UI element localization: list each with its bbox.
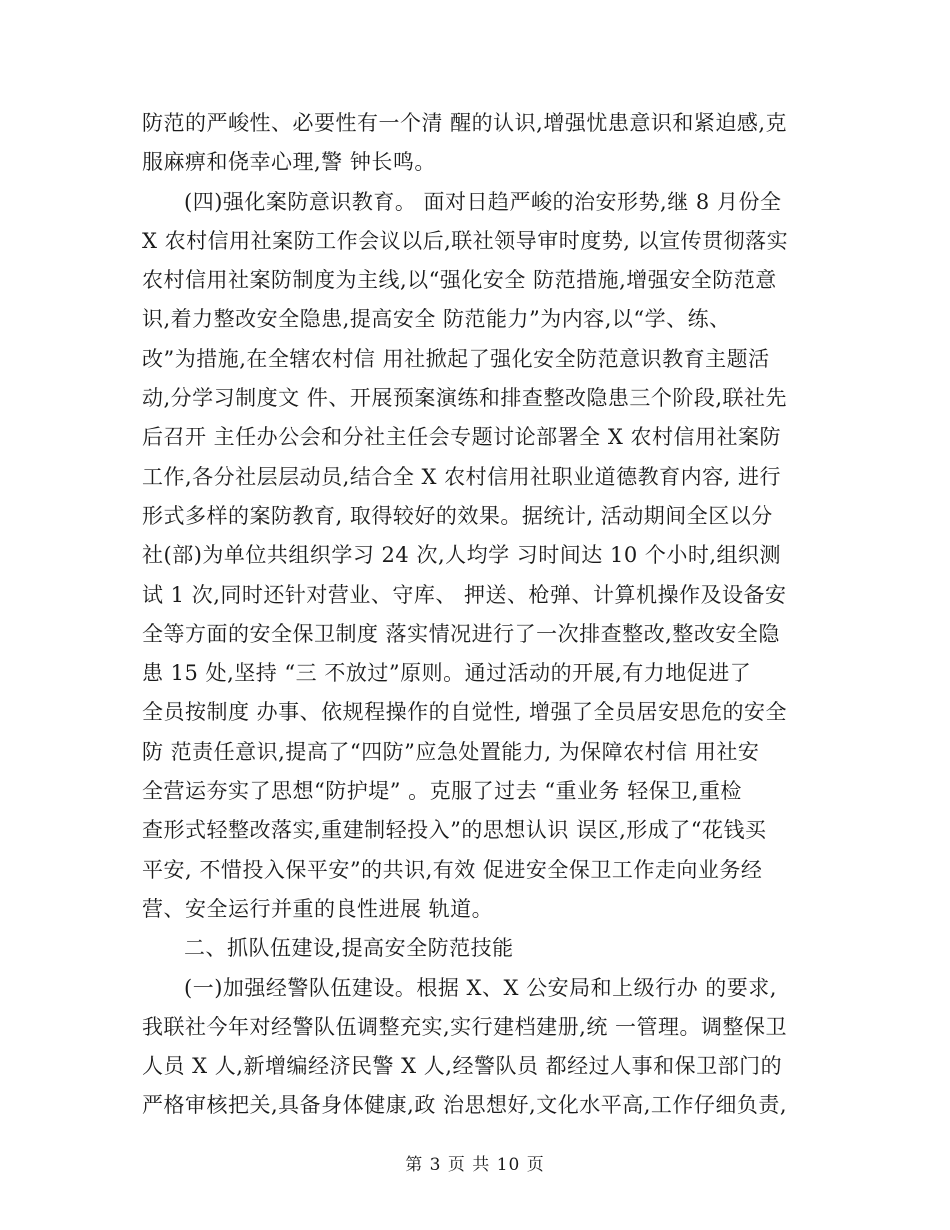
text-line: 营、安全运行并重的良性进展 轨道。 — [142, 896, 494, 921]
text-line: 防范的严峻性、必要性有一个清 醒的认识,增强忧患意识和紧迫感,克 — [142, 111, 788, 135]
text-line: 我联社今年对经警队伍调整充实,实行建档建册,统 一管理。调整保卫 — [142, 1014, 788, 1039]
text-line: 二、抓队伍建设,提高安全防范技能 — [184, 936, 514, 961]
text-line: 查形式轻整改落实,重建制轻投入”的思想认识 误区,形成了“花钱买 — [142, 818, 767, 843]
text-line: (一)加强经警队伍建设。根据 X、X 公安局和上级行办 的要求, — [184, 975, 777, 1000]
text-line: 人员 X 人,新增编经济民警 X 人,经警队员 都经过人事和保卫部门的 — [142, 1054, 783, 1079]
text-line: 患 15 处,坚持 “三 不放过”原则。通过活动的开展,有力地促进了 — [142, 661, 752, 686]
text-line: 社(部)为单位共组织学习 24 次,人均学 习时间达 10 个小时,组织测 — [142, 543, 782, 568]
text-line: 后召开 主任办公会和分社主任会专题讨论部署全 X 农村信用社案防 — [142, 425, 781, 450]
text-line: 识,着力整改安全隐患,提高安全 防范能力”为内容,以“学、练、 — [142, 307, 731, 332]
text-line: 农村信用社案防制度为主线,以“强化安全 防范措施,增强安全防范意 — [142, 268, 777, 293]
text-line: (四)强化案防意识教育。 面对日趋严峻的治安形势,继 8 月份全 — [184, 189, 782, 214]
text-line: 防 范责任意识,提高了“四防”应急处置能力, 为保障农村信 用社安 — [142, 739, 760, 764]
text-line: 全等方面的安全保卫制度 落实情况进行了一次排查整改,整改安全隐 — [142, 621, 780, 646]
text-line: 平安, 不惜投入保平安”的共识,有效 促进安全保卫工作走向业务经 — [142, 857, 763, 882]
text-line: 工作,各分社层层动员,结合全 X 农村信用社职业道德教育内容, 进行 — [142, 464, 781, 489]
page-footer: 第 3 页 共 10 页 — [405, 1155, 545, 1175]
text-line: 严格审核把关,具备身体健康,政 治思想好,文化水平高,工作仔细负责, — [142, 1093, 788, 1118]
text-line: 形式多样的案防教育, 取得较好的效果。据统计, 活动期间全区以分 — [142, 503, 773, 528]
text-line: 改”为措施,在全辖农村信 用社掀起了强化安全防范意识教育主题活 — [142, 346, 770, 371]
document-body — [142, 104, 812, 1126]
text-line: 全营运夯实了思想“防护堤” 。克服了过去 “重业务 轻保卫,重检 — [142, 779, 742, 804]
text-line: 试 1 次,同时还针对营业、守库、 押送、枪弹、计算机操作及设备安 — [142, 582, 787, 607]
text-line: 动,分学习制度文 件、开展预案演练和排查整改隐患三个阶段,联社先 — [142, 386, 788, 411]
text-line: X 农村信用社案防工作会议以后,联社领导审时度势, 以宣传贯彻落实 — [142, 228, 789, 253]
text-line: 服麻痹和侥幸心理,警 钟长鸣。 — [142, 150, 436, 175]
text-line: 全员按制度 办事、依规程操作的自觉性, 增强了全员居安思危的安全 — [142, 700, 788, 725]
